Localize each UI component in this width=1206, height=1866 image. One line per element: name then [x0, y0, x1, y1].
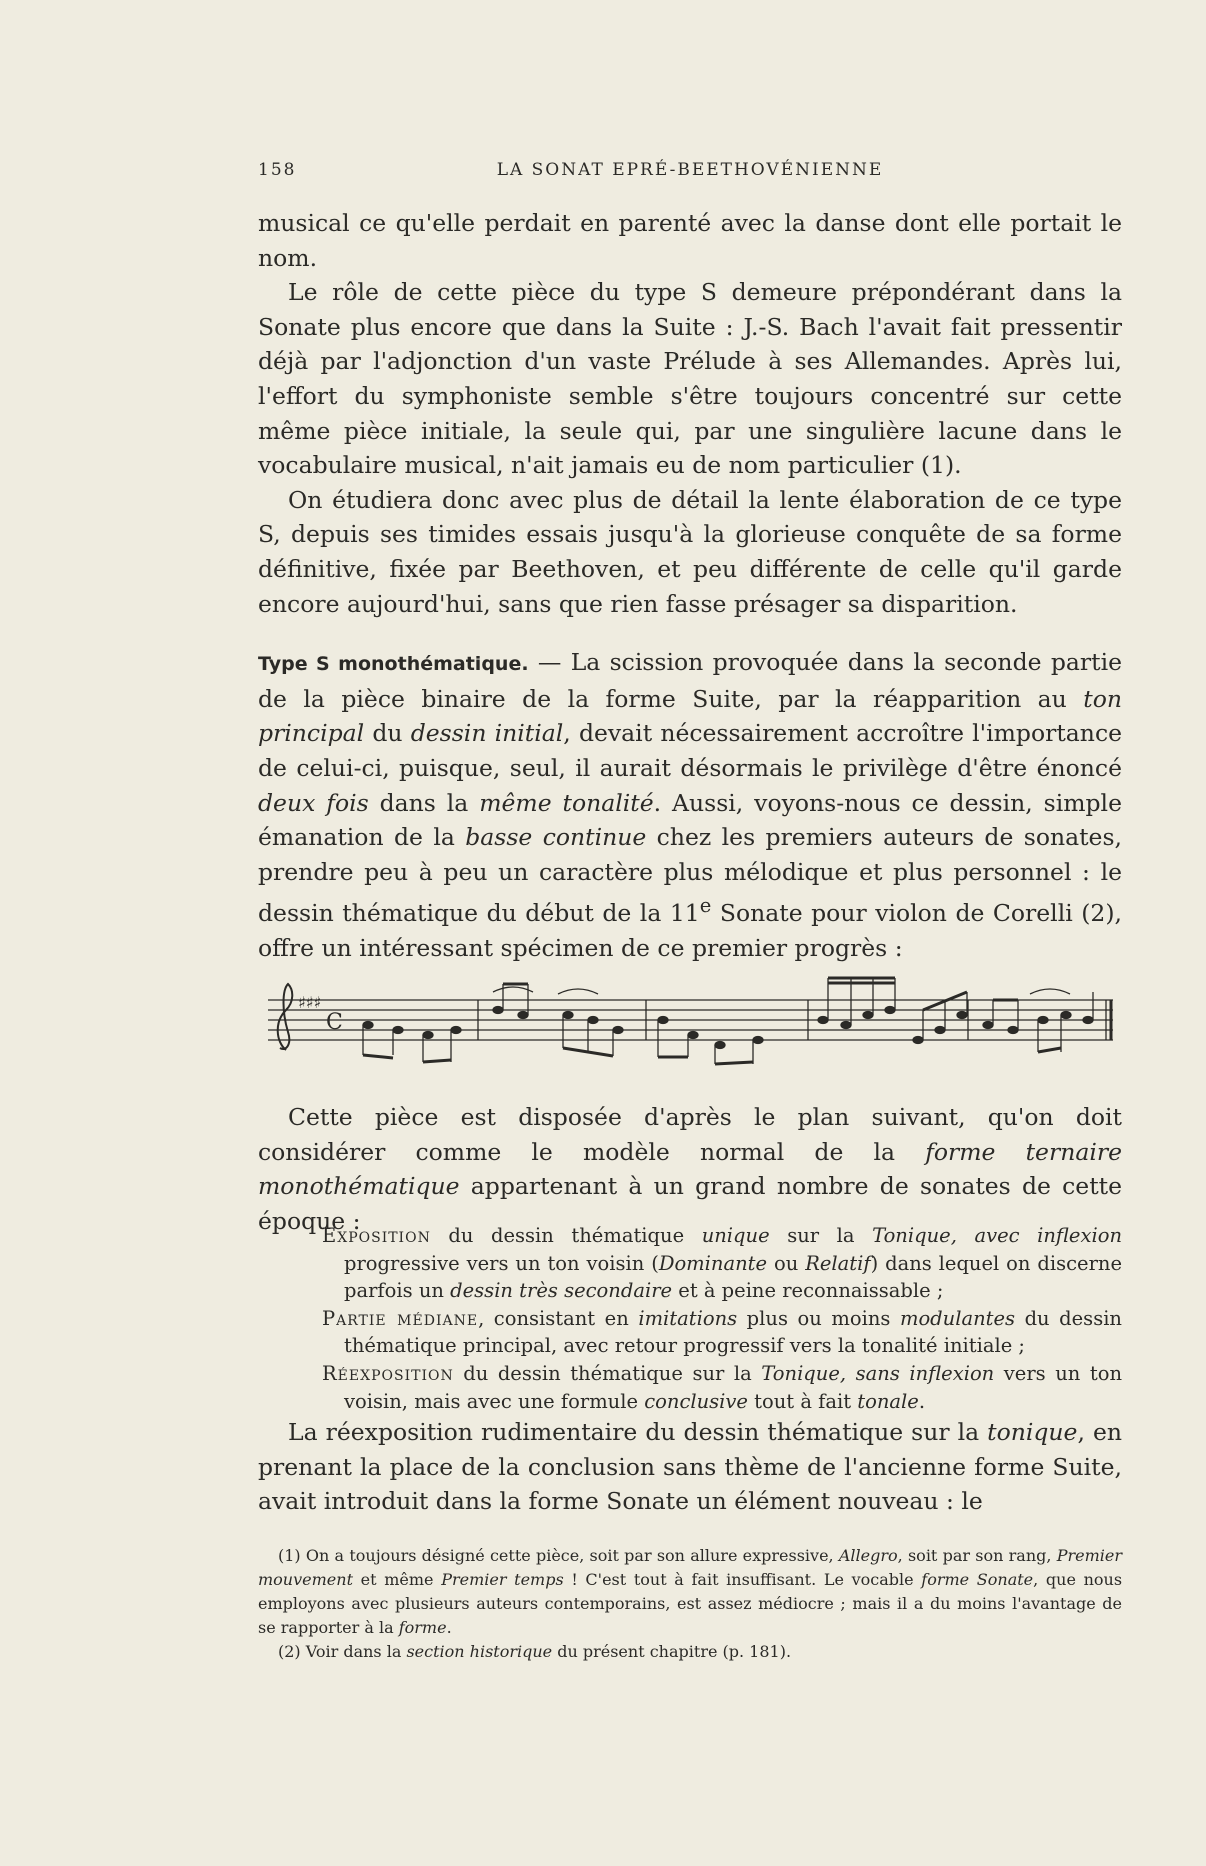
- page-number: 158: [258, 160, 297, 180]
- footnotes: [258, 1544, 1122, 1664]
- footnote-1: (1) On a toujours désigné cette pièce, soit par son allure expressive, Allegro, soit par son rang, Premier mouvement et même Premier temps ! C'est tout à fait insuffisant. Le vocable forme Sonate, que nous employons avec plusieurs auteurs contemporains, est assez médiocre ; mais il a du moins l'avantage de se rapporter à la forme.: [258, 1546, 1123, 1637]
- running-title: LA SONAT EPRÉ-BEETHOVÉNIENNE: [496, 160, 884, 180]
- running-header: [258, 160, 1122, 190]
- time-signature: C: [326, 1010, 343, 1035]
- closing-text: [258, 1415, 1122, 1519]
- plan-item-reexposition: Réexposition du dessin thématique sur la Tonique, sans inflexion vers un ton voisin, mais avec une formule conclusive tout à fait tonale.: [322, 1361, 1123, 1413]
- music-staff: [268, 972, 1118, 1072]
- paragraph-4: Type S monothématique. — La scission provoquée dans la seconde partie de la pièce binaire de la forme Suite, par la réapparition au ton principal du dessin initial, devait nécessairement accroître l'importance de celui-ci, puisque, seul, il aurait désormais le privilège d'être énoncé deux fois dans la même tonalité. Aussi, voyons-nous ce dessin, simple émanation de la basse continue chez les premiers auteurs de sonates, prendre peu à peu un caractère plus mélodique et plus personnel : le dessin thématique du début de la 11e Sonate pour violon de Corelli (2), offre un intéressant spécimen de ce premier progrès :: [258, 648, 1123, 962]
- plan-list: [322, 1222, 1122, 1415]
- section-title: Type S monothématique.: [258, 653, 529, 676]
- plan-item-partie-mediane: Partie médiane, consistant en imitations plus ou moins modulantes du dessin thématique principal, avec retour progressif vers la tonalité initiale ;: [322, 1306, 1122, 1358]
- notes: [363, 978, 1093, 1064]
- paragraph-1: musical ce qu'elle perdait en parenté avec la danse dont elle portait le nom.: [258, 209, 1122, 272]
- paragraph-5: Cette pièce est disposée d'après le plan suivant, qu'on doit considérer comme le modèle normal de la forme ternaire monothématique appartenant à un grand nombre de sonates de cette époque :: [258, 1103, 1122, 1235]
- footnote-2: (2) Voir dans la section historique du présent chapitre (p. 181).: [278, 1642, 792, 1661]
- paragraph-6: La réexposition rudimentaire du dessin thématique sur la tonique, en prenant la place de la conclusion sans thème de l'ancienne forme Suite, avait introduit dans la forme Sonate un élément nouveau : le: [258, 1418, 1123, 1516]
- plan-intro: [258, 1100, 1122, 1238]
- plan-item-exposition: Exposition du dessin thématique unique sur la Tonique, avec inflexion progressive vers un ton voisin (Dominante ou Relatif) dans lequel on discerne parfois un dessin très secondaire et à peine reconnaissable ;: [322, 1224, 1123, 1303]
- music-example: [268, 972, 1118, 1072]
- paragraph-2: Le rôle de cette pièce du type S demeure prépondérant dans la Sonate plus encore que dans la Suite : J.-S. Bach l'avait fait pressentir déjà par l'adjonction d'un vaste Prélude à ses Allemandes. Après lui, l'effort du symphoniste semble s'être toujours concentré sur cette même pièce initiale, la seule qui, par une singulière lacune dans le vocabulaire musical, n'ait jamais eu de nom particulier (1).: [258, 278, 1122, 480]
- main-text: [258, 206, 1122, 965]
- paragraph-3: On étudiera donc avec plus de détail la lente élaboration de ce type S, depuis ses timides essais jusqu'à la glorieuse conquête de sa forme définitive, fixée par Beethoven, et peu différente de celle qu'il garde encore aujourd'hui, sans que rien fasse présager sa disparition.: [258, 485, 1122, 618]
- key-signature: ♯♯♯: [298, 993, 322, 1012]
